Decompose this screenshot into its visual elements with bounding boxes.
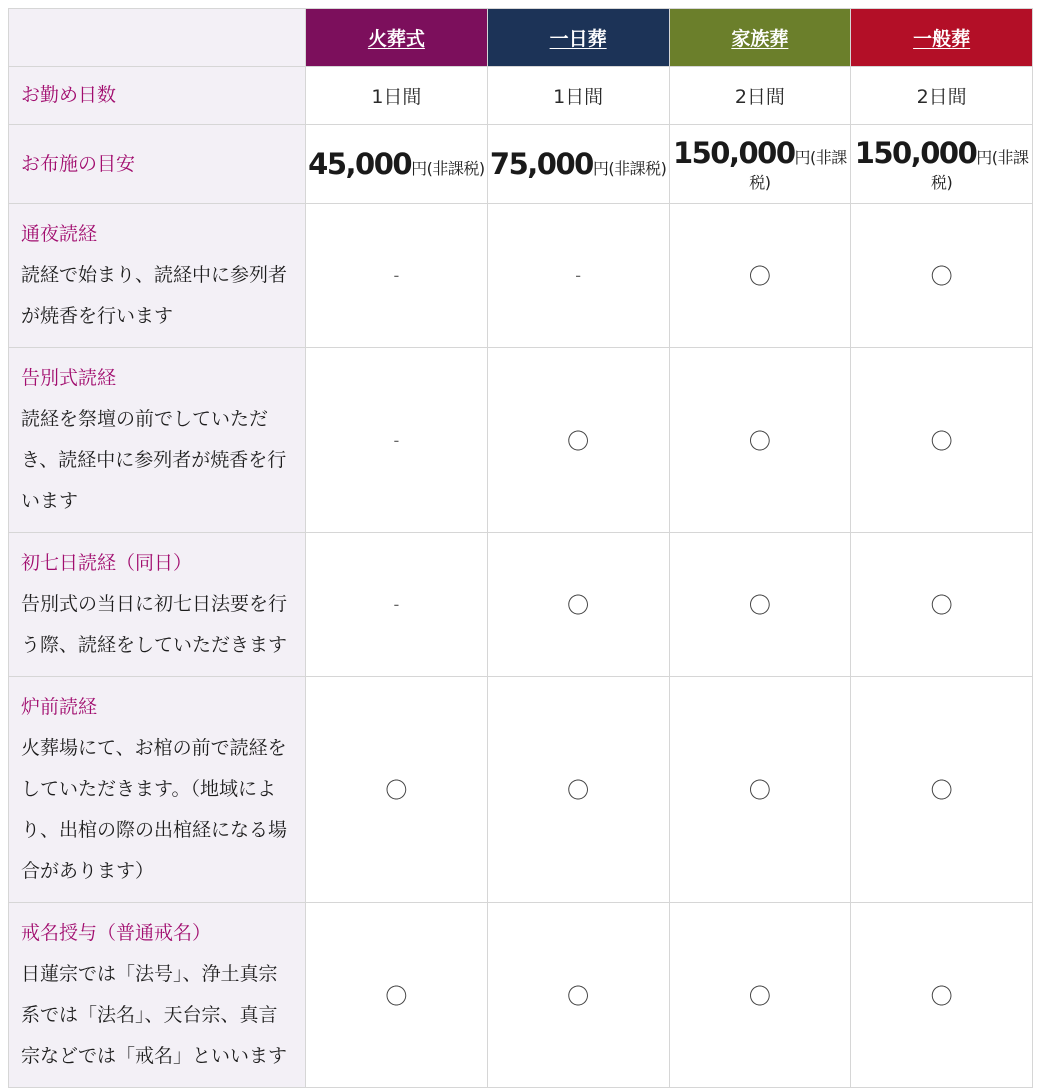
row-label: [9, 533, 306, 677]
plan-header-kazokuso: [669, 9, 851, 67]
table-row: [9, 348, 1033, 533]
value-cell: 〇: [669, 348, 851, 533]
value-cell: 〇: [669, 533, 851, 677]
value-cell: 2日間: [669, 67, 851, 125]
price-amount: 150,000: [854, 135, 977, 170]
value-cell: 〇: [487, 903, 669, 1088]
value-cell: 〇: [851, 204, 1033, 348]
value-cell: 2日間: [851, 67, 1033, 125]
plan-comparison: [8, 8, 1032, 1088]
price-unit: 円(非課税): [411, 159, 485, 178]
row-label: [9, 204, 306, 348]
value-cell: 〇: [851, 533, 1033, 677]
value-cell: 〇: [851, 677, 1033, 903]
value-cell: 〇: [306, 677, 488, 903]
value-cell: 〇: [669, 903, 851, 1088]
value-cell: 〇: [487, 677, 669, 903]
row-title: 炉前読経: [21, 696, 98, 718]
plan-link-ippanso[interactable]: 一般葬: [913, 28, 971, 50]
row-description: 読経で始まり、読経中に参列者が焼香を行います: [21, 264, 288, 327]
price-unit: 円(非課税): [931, 147, 1029, 192]
header-corner-cell: [9, 9, 306, 67]
price-unit: 円(非課税): [592, 159, 667, 178]
row-title: 告別式読経: [21, 367, 117, 389]
table-row: [9, 533, 1033, 677]
table-row: [9, 67, 1033, 125]
price-cell: [669, 125, 851, 204]
value-cell: 〇: [669, 204, 851, 348]
row-description: 火葬場にて、お棺の前で読経をしていただきます。（地域により、出棺の際の出棺経になる場合があります）: [21, 737, 288, 882]
value-cell: -: [306, 204, 488, 348]
table-row: [9, 125, 1033, 204]
price-unit: 円(非課税): [749, 147, 847, 192]
value-cell: 〇: [851, 348, 1033, 533]
table-row: [9, 677, 1033, 903]
plan-header-kasoshiki: [306, 9, 488, 67]
value-cell: 〇: [306, 903, 488, 1088]
value-cell: -: [487, 204, 669, 348]
row-title: お布施の目安: [21, 152, 136, 175]
plan-link-kasoshiki[interactable]: 火葬式: [367, 28, 425, 50]
table-row: [9, 204, 1033, 348]
value-cell: 1日間: [487, 67, 669, 125]
plan-header-ichinichiso: [487, 9, 669, 67]
row-title: 通夜読経: [21, 223, 98, 245]
value-cell: 1日間: [306, 67, 488, 125]
value-cell: 〇: [851, 903, 1033, 1088]
value-cell: 〇: [487, 533, 669, 677]
plan-comparison-table: [8, 8, 1033, 1088]
value-cell: 〇: [487, 348, 669, 533]
row-label: [9, 677, 306, 903]
value-cell: -: [306, 348, 488, 533]
row-title: お勤め日数: [21, 84, 117, 106]
price-cell: [851, 125, 1033, 204]
value-cell: -: [306, 533, 488, 677]
price-amount: 75,000: [489, 147, 593, 181]
row-label: [9, 67, 306, 125]
row-label: [9, 125, 306, 204]
price-cell: [487, 125, 669, 204]
plan-link-kazokuso[interactable]: 家族葬: [731, 28, 789, 50]
price-cell: [306, 125, 488, 204]
table-row: [9, 903, 1033, 1088]
plan-link-ichinichiso[interactable]: 一日葬: [549, 28, 607, 50]
price-amount: 45,000: [308, 147, 412, 181]
header-row: [9, 9, 1033, 67]
row-title: 戒名授与（普通戒名）: [21, 922, 212, 944]
plan-header-ippanso: [851, 9, 1033, 67]
row-label: [9, 348, 306, 533]
row-description: 読経を祭壇の前でしていただき、読経中に参列者が焼香を行います: [21, 408, 287, 512]
row-label: [9, 903, 306, 1088]
row-description: 告別式の当日に初七日法要を行う際、読経をしていただきます: [21, 593, 288, 656]
value-cell: 〇: [669, 677, 851, 903]
row-title: 初七日読経（同日）: [21, 552, 193, 574]
row-description: 日蓮宗では「法号」、浄土真宗系では「法名」、天台宗、真言宗などでは「戒名」といいます: [21, 963, 288, 1067]
price-amount: 150,000: [672, 135, 795, 170]
